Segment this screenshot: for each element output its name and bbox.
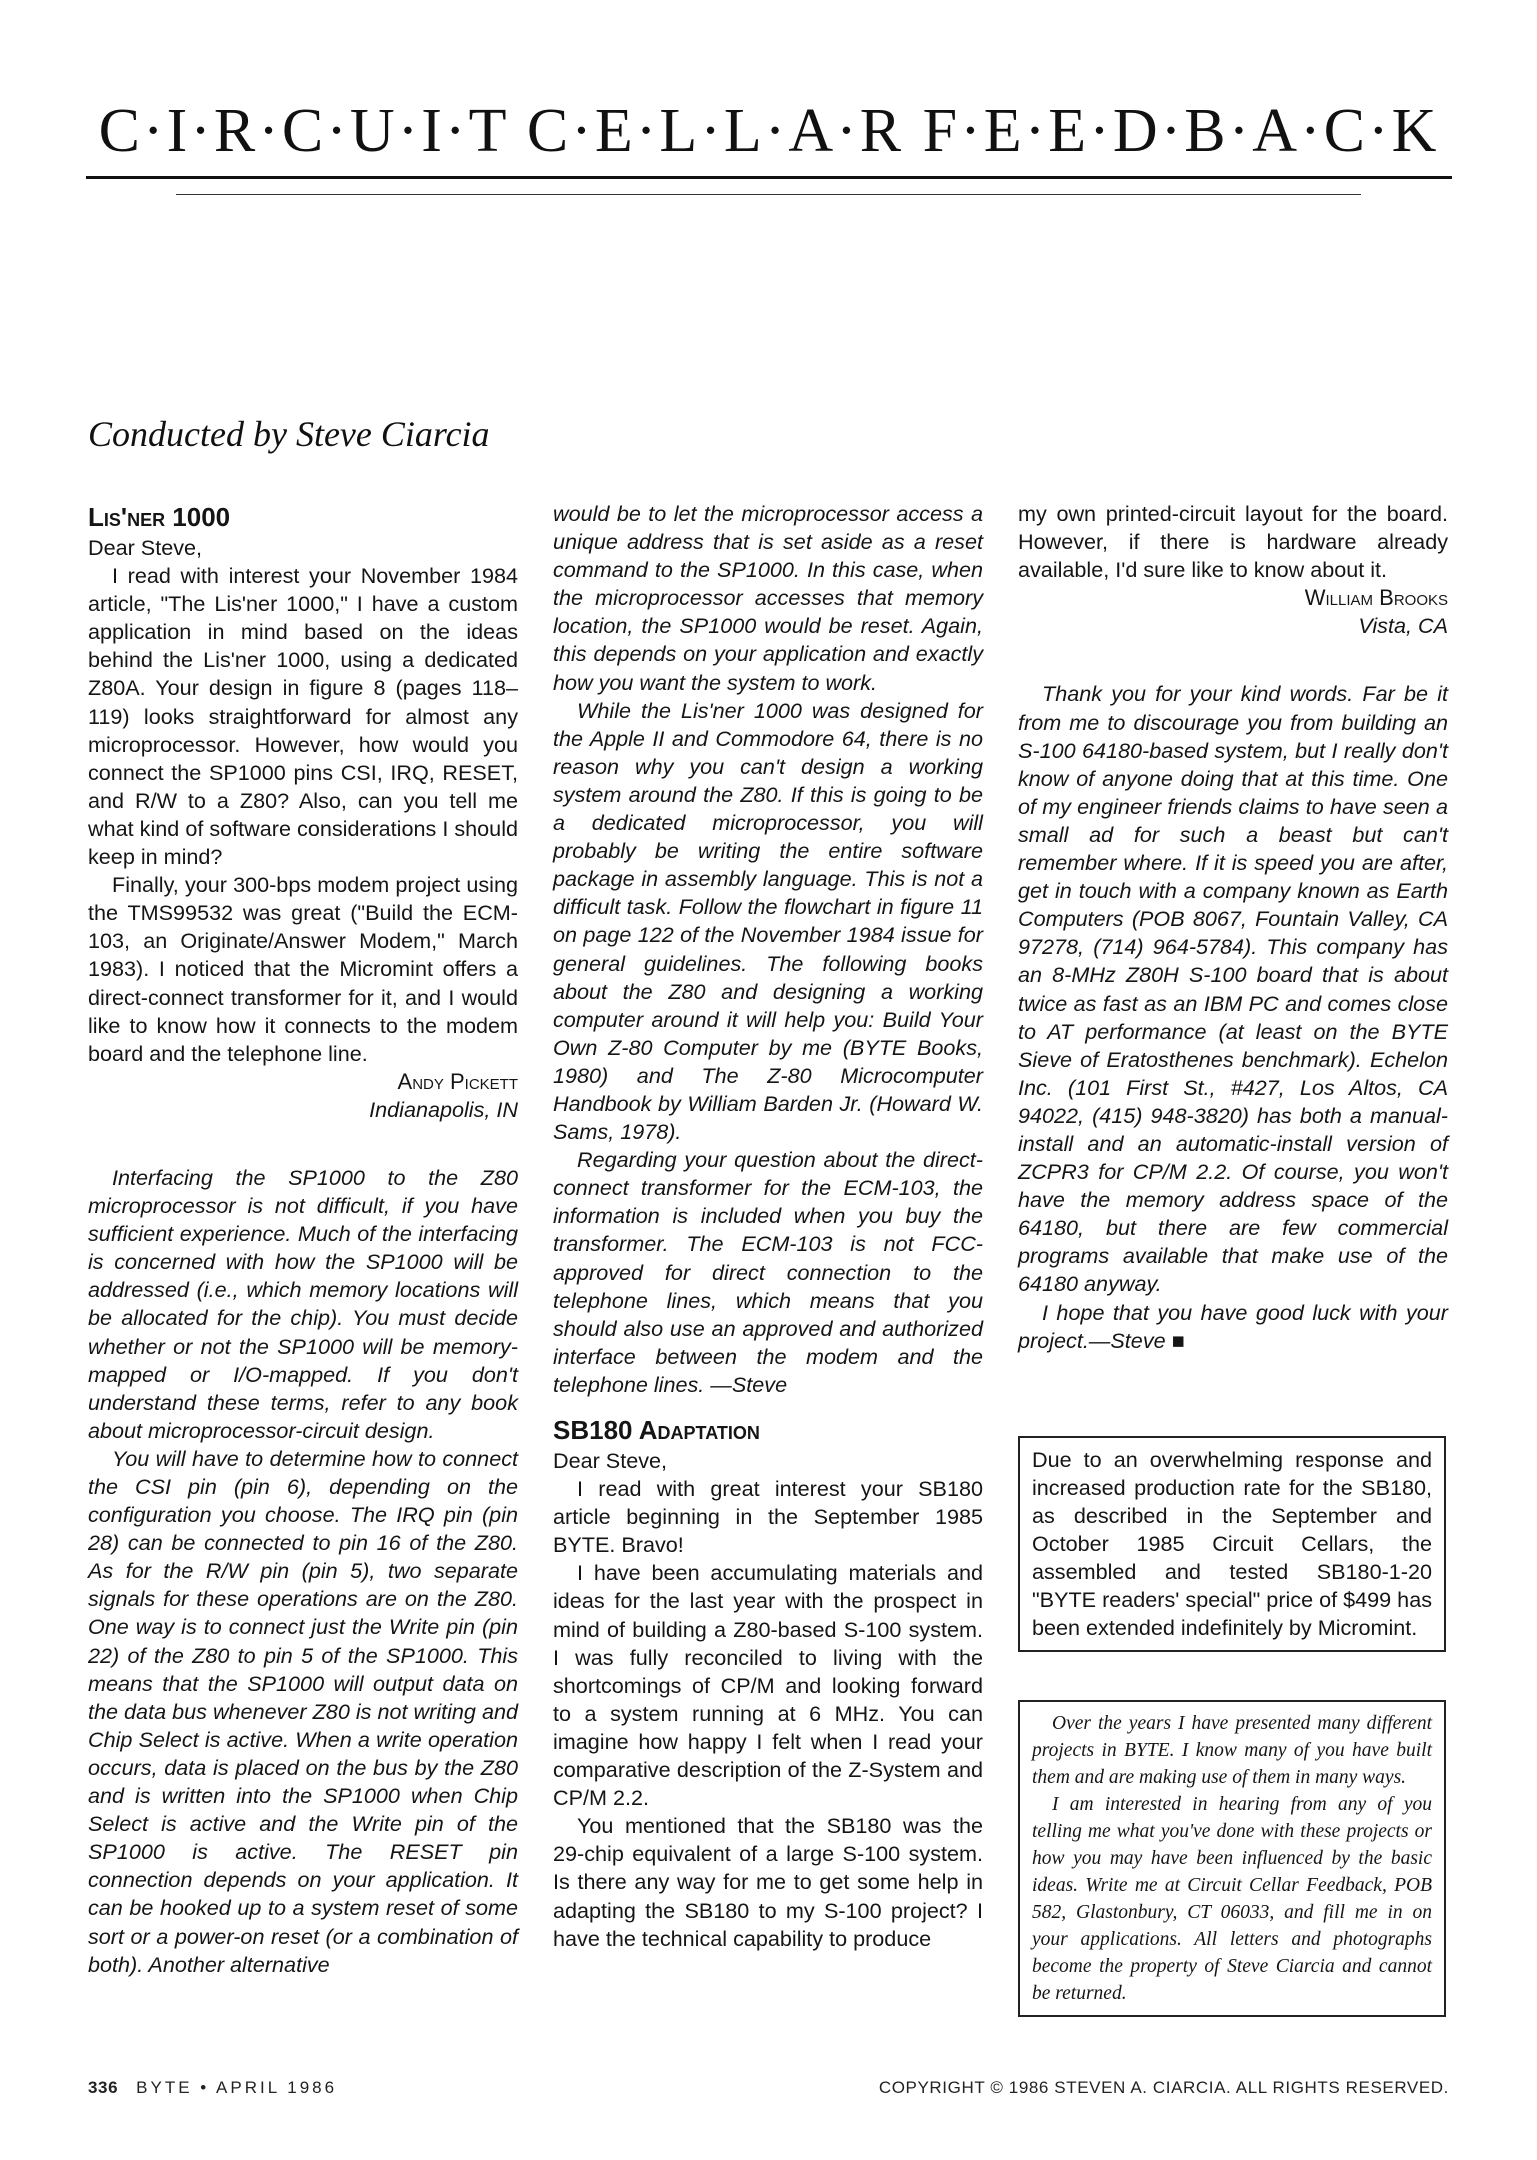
letter1-salutation: Dear Steve,	[88, 535, 203, 560]
letter2-reply-1: Thank you for your kind words. Far be it from me to discourage you from building an S-100 64180-based system, but I really don't know of anyone doing that at this time. One of my engineer friends claims to have seen a small ad for such a beast but can't remember where. If it is speed you are after, get in touch with a company known as Earth Computers (POB 8067, Fountain Valley, CA 97278, (714) 964-5784). This company has an 8-MHz Z80H S-100 board that is about twice as fast as an IBM PC and comes close to AT performance (at least on the BYTE Sieve of Eratosthenes benchmark). Echelon Inc. (101 First St., #427, Los Altos, CA 94022, (415) 948-3820) has both a manual-install and an automatic-install version of ZCPR3 for CP/M 2.2. Of course, you won't have the memory address space of the 64180, but there are few commercial programs available that make use of the 64180 anyway.	[1018, 681, 1448, 1297]
letter2-signature-place: Vista, CA	[1358, 613, 1448, 639]
notice-box: Due to an overwhelming response and increased production rate for the SB180, as described in the September and October 1985 Circuit Cellars, the assembled and tested SB180-1-20 "BYTE readers' special" price of $499 has been extended indefinitely by Micromint.	[1018, 1436, 1446, 1652]
letter1-signature-place: Indianapolis, IN	[369, 1096, 518, 1122]
letter1-signature-name: Andy Pickett	[397, 1068, 518, 1094]
letter2-reply-2: I hope that you have good luck with your project.—Steve ■	[1018, 1299, 1448, 1353]
letter2-paragraph-3: You mentioned that the SB180 was the 29-chip equivalent of a large S-100 system. Is there any way for me to get some help in adapting the SB180 to my S-100 project? I have the technical capability to produce	[553, 1813, 983, 1951]
masthead-rule-thin	[176, 194, 1361, 195]
letter1-heading: Lis'ner 1000	[88, 502, 231, 532]
letter1-reply-3: While the Lis'ner 1000 was designed for the Apple II and Commodore 64, there is no reason why you can't design a working system around the Z80. If this is going to be a dedicated microprocessor, you will probably be writing the entire software package in assembly language. This is not a difficult task. Follow the flowchart in figure 11 on page 122 of the November 1984 issue for general guidelines. The following books about the Z80 and designing a working computer around it will help you: Build Your Own Z-80 Computer by me (BYTE Books, 1980) and The Z-80 Microcomputer Handbook by William Barden Jr. (Howard W. Sams, 1978).	[553, 697, 983, 1145]
column-2	[553, 500, 983, 1953]
invitation-paragraph-1: Over the years I have presented many different projects in BYTE. I know many of you have built them and are making use of them in many ways.	[1032, 1713, 1432, 1788]
letter1-reply-2-continued: would be to let the microprocessor access a unique address that is set aside as a reset command to the SP1000. In this case, when the microprocessor accesses that memory location, the SP1000 would be reset. Again, this depends on your application and exactly how you want the system to work.	[553, 501, 983, 695]
letter1-reply-4: Regarding your question about the direct-connect transformer for the ECM-103, the information is included when you buy the transformer. The ECM-103 is not FCC-approved for direct connection to the telephone lines, which means that you should also use an approved and authorized interface between the modem and the telephone lines. —Steve	[553, 1147, 983, 1397]
letter2-heading: SB180 Adaptation	[553, 1415, 760, 1445]
letter2-paragraph-3-continued: my own printed-circuit layout for the board. However, if there is hardware already available, I'd sure like to know about it.	[1018, 501, 1448, 583]
column-3	[1018, 500, 1448, 1355]
copyright-notice: COPYRIGHT © 1986 STEVEN A. CIARCIA. ALL RIGHTS RESERVED.	[878, 2078, 1449, 2097]
letter1-paragraph-2: Finally, your 300-bps modem project using the TMS99532 was great ("Build the ECM-103, an Originate/Answer Modem," March 1983). I noticed that the Micromint offers a direct-connect transformer for it, and I would like to know how it connects to the modem board and the telephone line.	[88, 872, 518, 1066]
invitation-box	[1018, 1700, 1446, 2017]
letter1-paragraph-1: I read with interest your November 1984 article, "The Lis'ner 1000," I have a custom application in mind based on the ideas behind the Lis'ner 1000, using a dedicated Z80A. Your design in figure 8 (pages 118–119) looks straightforward for almost any microprocessor. However, how would you connect the SP1000 pins CSI, IRQ, RESET, and R/W to a Z80? Also, can you tell me what kind of software considerations I should keep in mind?	[88, 563, 518, 870]
byline: Conducted by Steve Ciarcia	[88, 414, 490, 454]
masthead-rule-thick	[86, 176, 1452, 179]
letter1-reply-2: You will have to determine how to connect the CSI pin (pin 6), depending on the configuration you choose. The IRQ pin (pin 28) can be connected to pin 16 of the Z80. As for the R/W pin (pin 5), two separate signals for these operations are on the Z80. One way is to connect just the Write pin (pin 22) of the Z80 to pin 5 of the SP1000. This means that the SP1000 will output data on the data bus whenever Z80 is not writing and Chip Select is active. When a write operation occurs, data is placed on the bus by the Z80 and is written into the SP1000 when Chip Select is active and the Write pin of the SP1000 is active. The RESET pin connection depends on your application. It can be hooked up to a system reset of some sort or a power-on reset (or a combination of both). Another alternative	[88, 1445, 518, 1977]
letter2-salutation: Dear Steve,	[553, 1448, 668, 1473]
footer-left	[88, 2078, 337, 2098]
page-number: 336	[88, 2078, 119, 2097]
magazine-issue: BYTE • APRIL 1986	[136, 2078, 338, 2097]
letter2-paragraph-1: I read with great interest your SB180 article beginning in the September 1985 BYTE. Bravo!	[553, 1476, 983, 1558]
letter2-signature-name: William Brooks	[1304, 585, 1448, 611]
invitation-paragraph-2: I am interested in hearing from any of you telling me what you've done with these projects or how you may have been influenced by the basic ideas. Write me at Circuit Cellar Feedback, POB 582, Glastonbury, CT 06033, and fill me in on your applications. All letters and photographs become the property of Steve Ciarcia and cannot be returned.	[1032, 1794, 1432, 2004]
letter1-reply-1: Interfacing the SP1000 to the Z80 microprocessor is not difficult, if you have sufficient experience. Much of the interfacing is concerned with how the SP1000 will be addressed (i.e., which memory locations will be allocated for the chip). You must decide whether or not the SP1000 will be memory-mapped or I/O-mapped. If you don't understand these terms, refer to any book about microprocessor-circuit design.	[88, 1164, 518, 1443]
letter2-paragraph-2: I have been accumulating materials and ideas for the last year with the prospect in mind of building a Z80-based S-100 system. I was fully reconciled to living with the shortcomings of CP/M and looking forward to a system running at 6 MHz. You can imagine how happy I felt when I read your comparative description of the Z-System and CP/M 2.2.	[553, 1560, 983, 1811]
column-1	[88, 500, 518, 1979]
masthead-title: C·I·R·C·U·I·T C·E·L·L·A·R F·E·E·D·B·A·C·K	[98, 97, 1440, 165]
